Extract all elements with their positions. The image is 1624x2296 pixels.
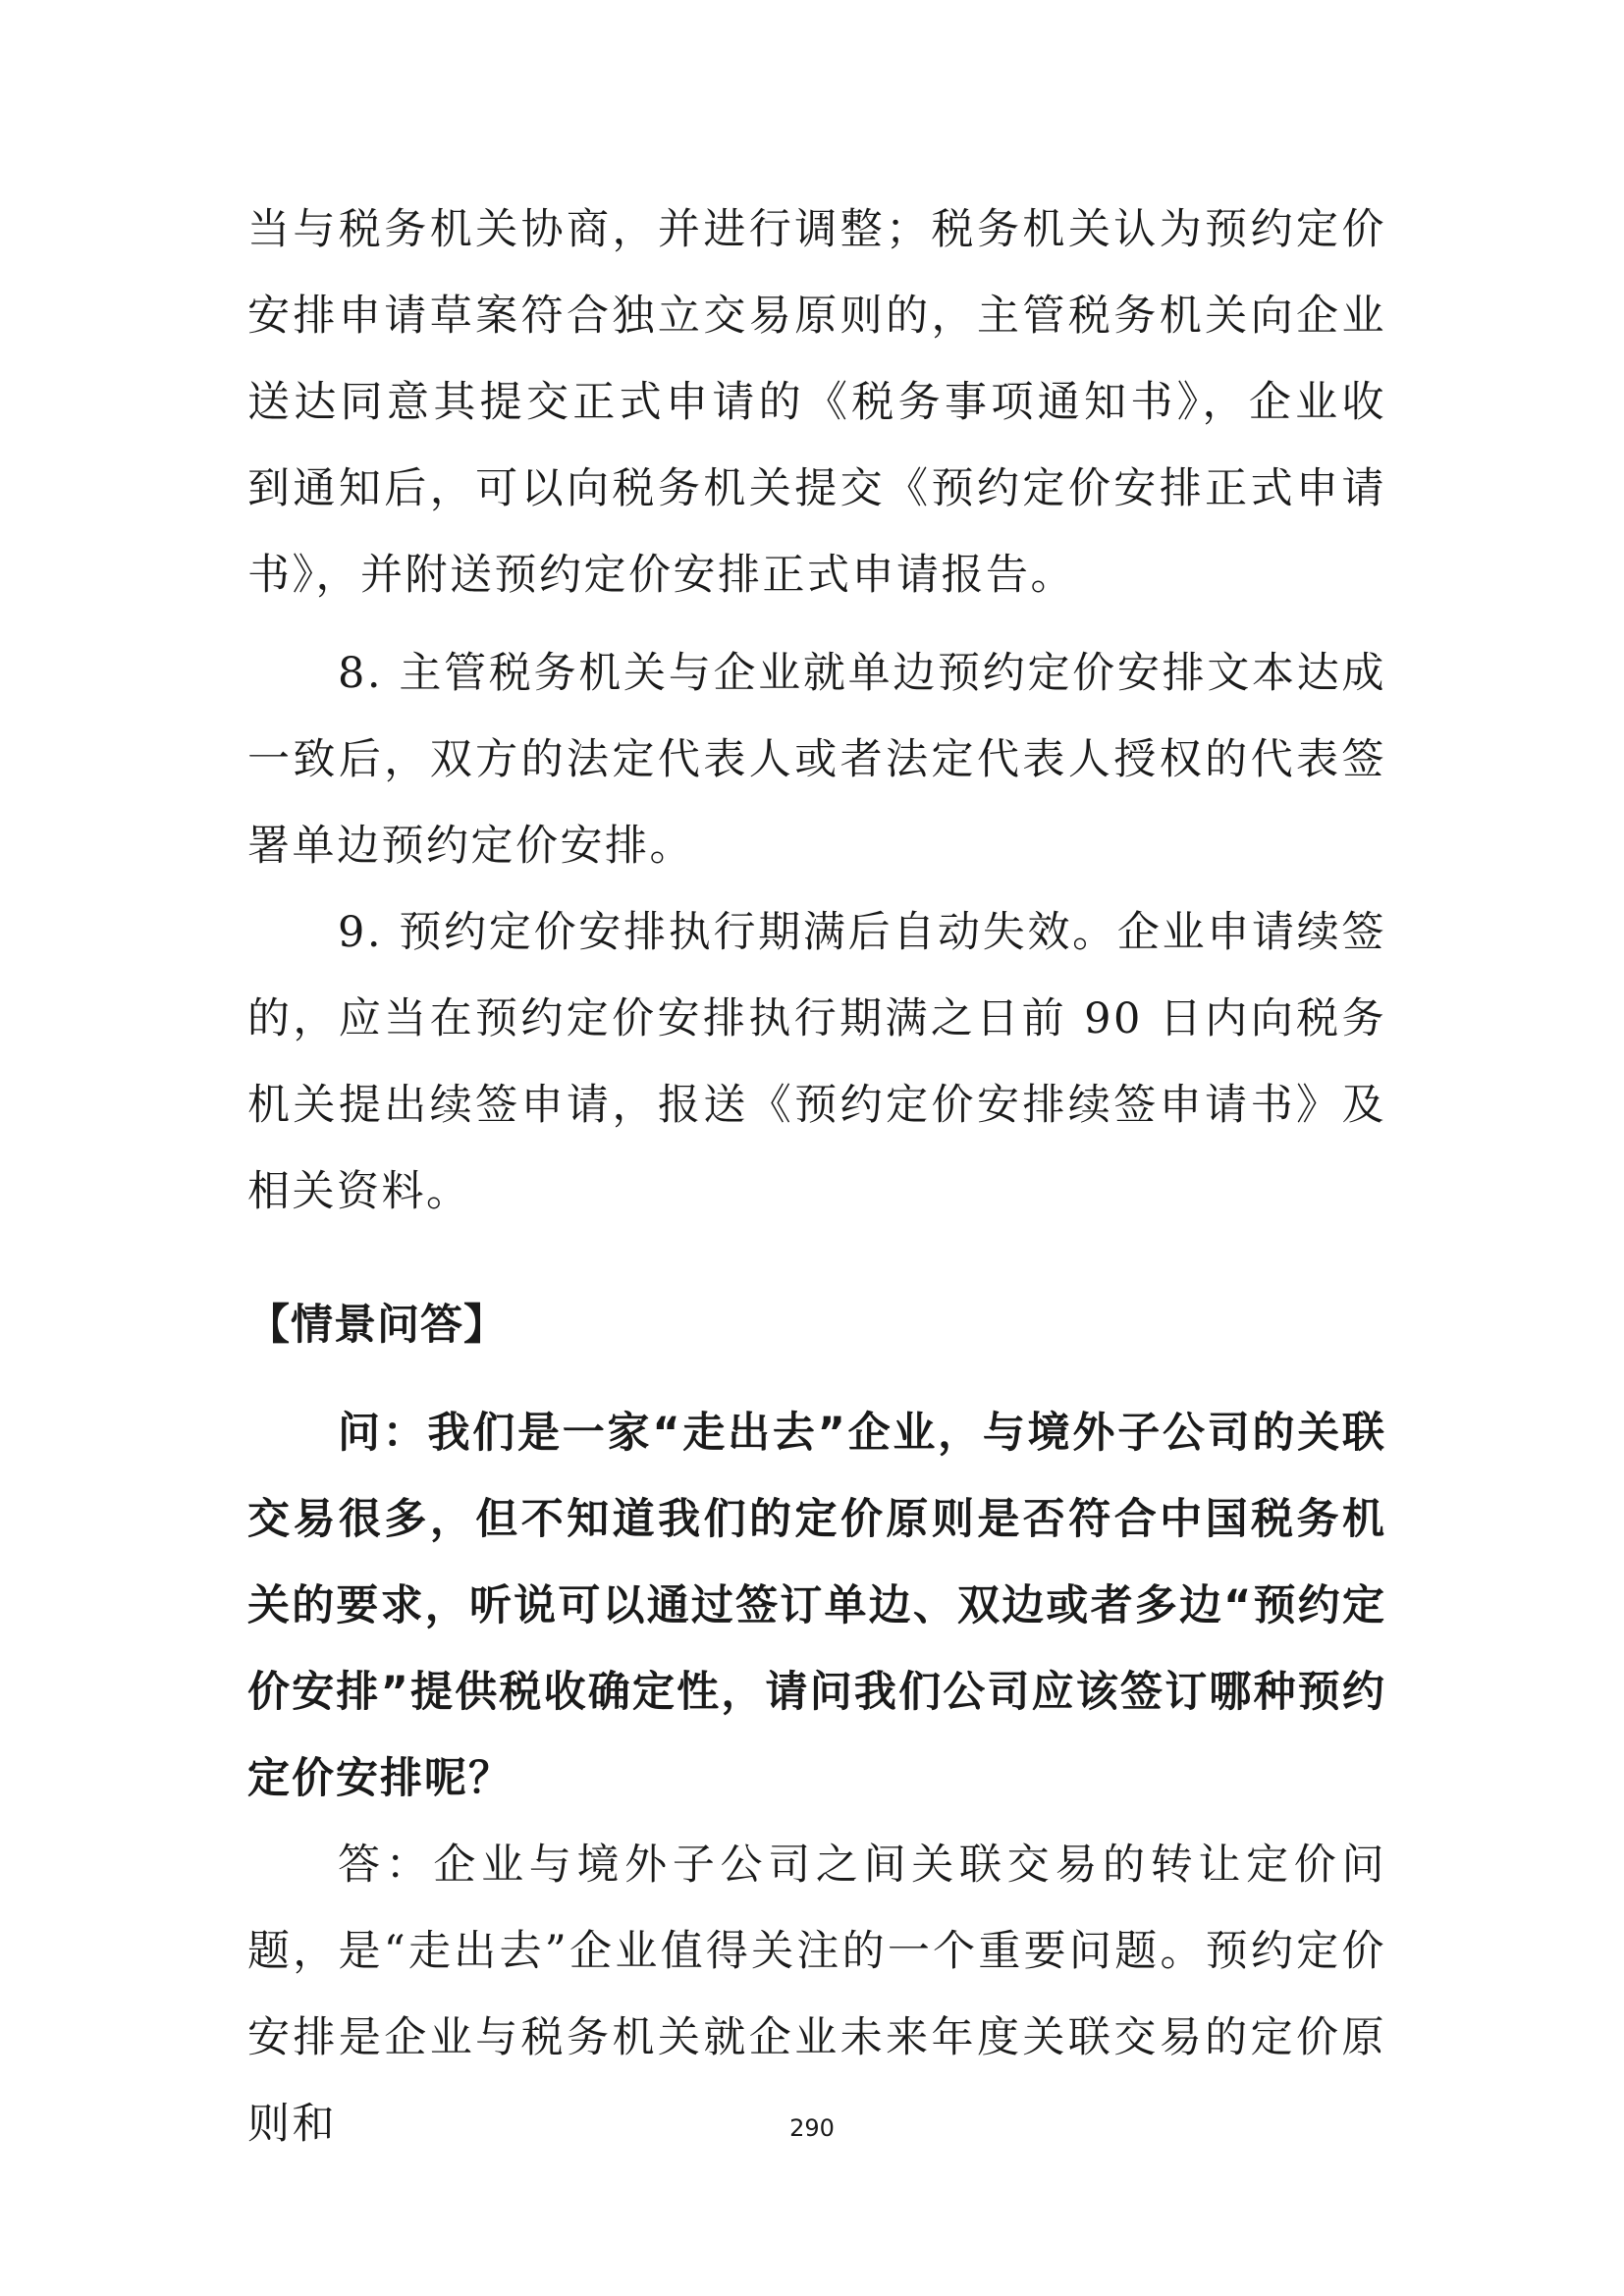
paragraph-item-8: 8. 主管税务机关与企业就单边预约定价安排文本达成一致后，双方的法定代表人或者法定代表人授权的代表签署单边预约定价安排。 [247,649,1386,871]
paragraph-item-9: 9. 预约定价安排执行期满后自动失效。企业申请续签的，应当在预约定价安排执行期满之日前 90 日内向税务机关提出续签申请，报送《预约定价安排续签申请书》及相关资料。 [247,908,1386,1216]
scenario-answer: 答：企业与境外子公司之间关联交易的转让定价问题，是“走出去”企业值得关注的一个重要问题。预约定价安排是企业与税务机关就企业未来年度关联交易的定价原则和 [247,1841,1386,2149]
document-page [247,187,1386,2167]
page-number: 290 [789,2114,835,2142]
section-heading: 【情景问答】 [247,1301,507,1350]
scenario-question: 问：我们是一家“走出去”企业，与境外子公司的关联交易很多，但不知道我们的定价原则是否符合中国税务机关的要求，听说可以通过签订单边、双边或者多边“预约定价安排”提供税收确定性，请问我们公司应该签订哪种预约定价安排呢？ [247,1409,1386,1803]
paragraph-continued: 当与税务机关协商，并进行调整；税务机关认为预约定价安排申请草案符合独立交易原则的，主管税务机关向企业送达同意其提交正式申请的《税务事项通知书》，企业收到通知后，可以向税务机关提交《预约定价安排正式申请书》，并附送预约定价安排正式申请报告。 [247,205,1386,600]
